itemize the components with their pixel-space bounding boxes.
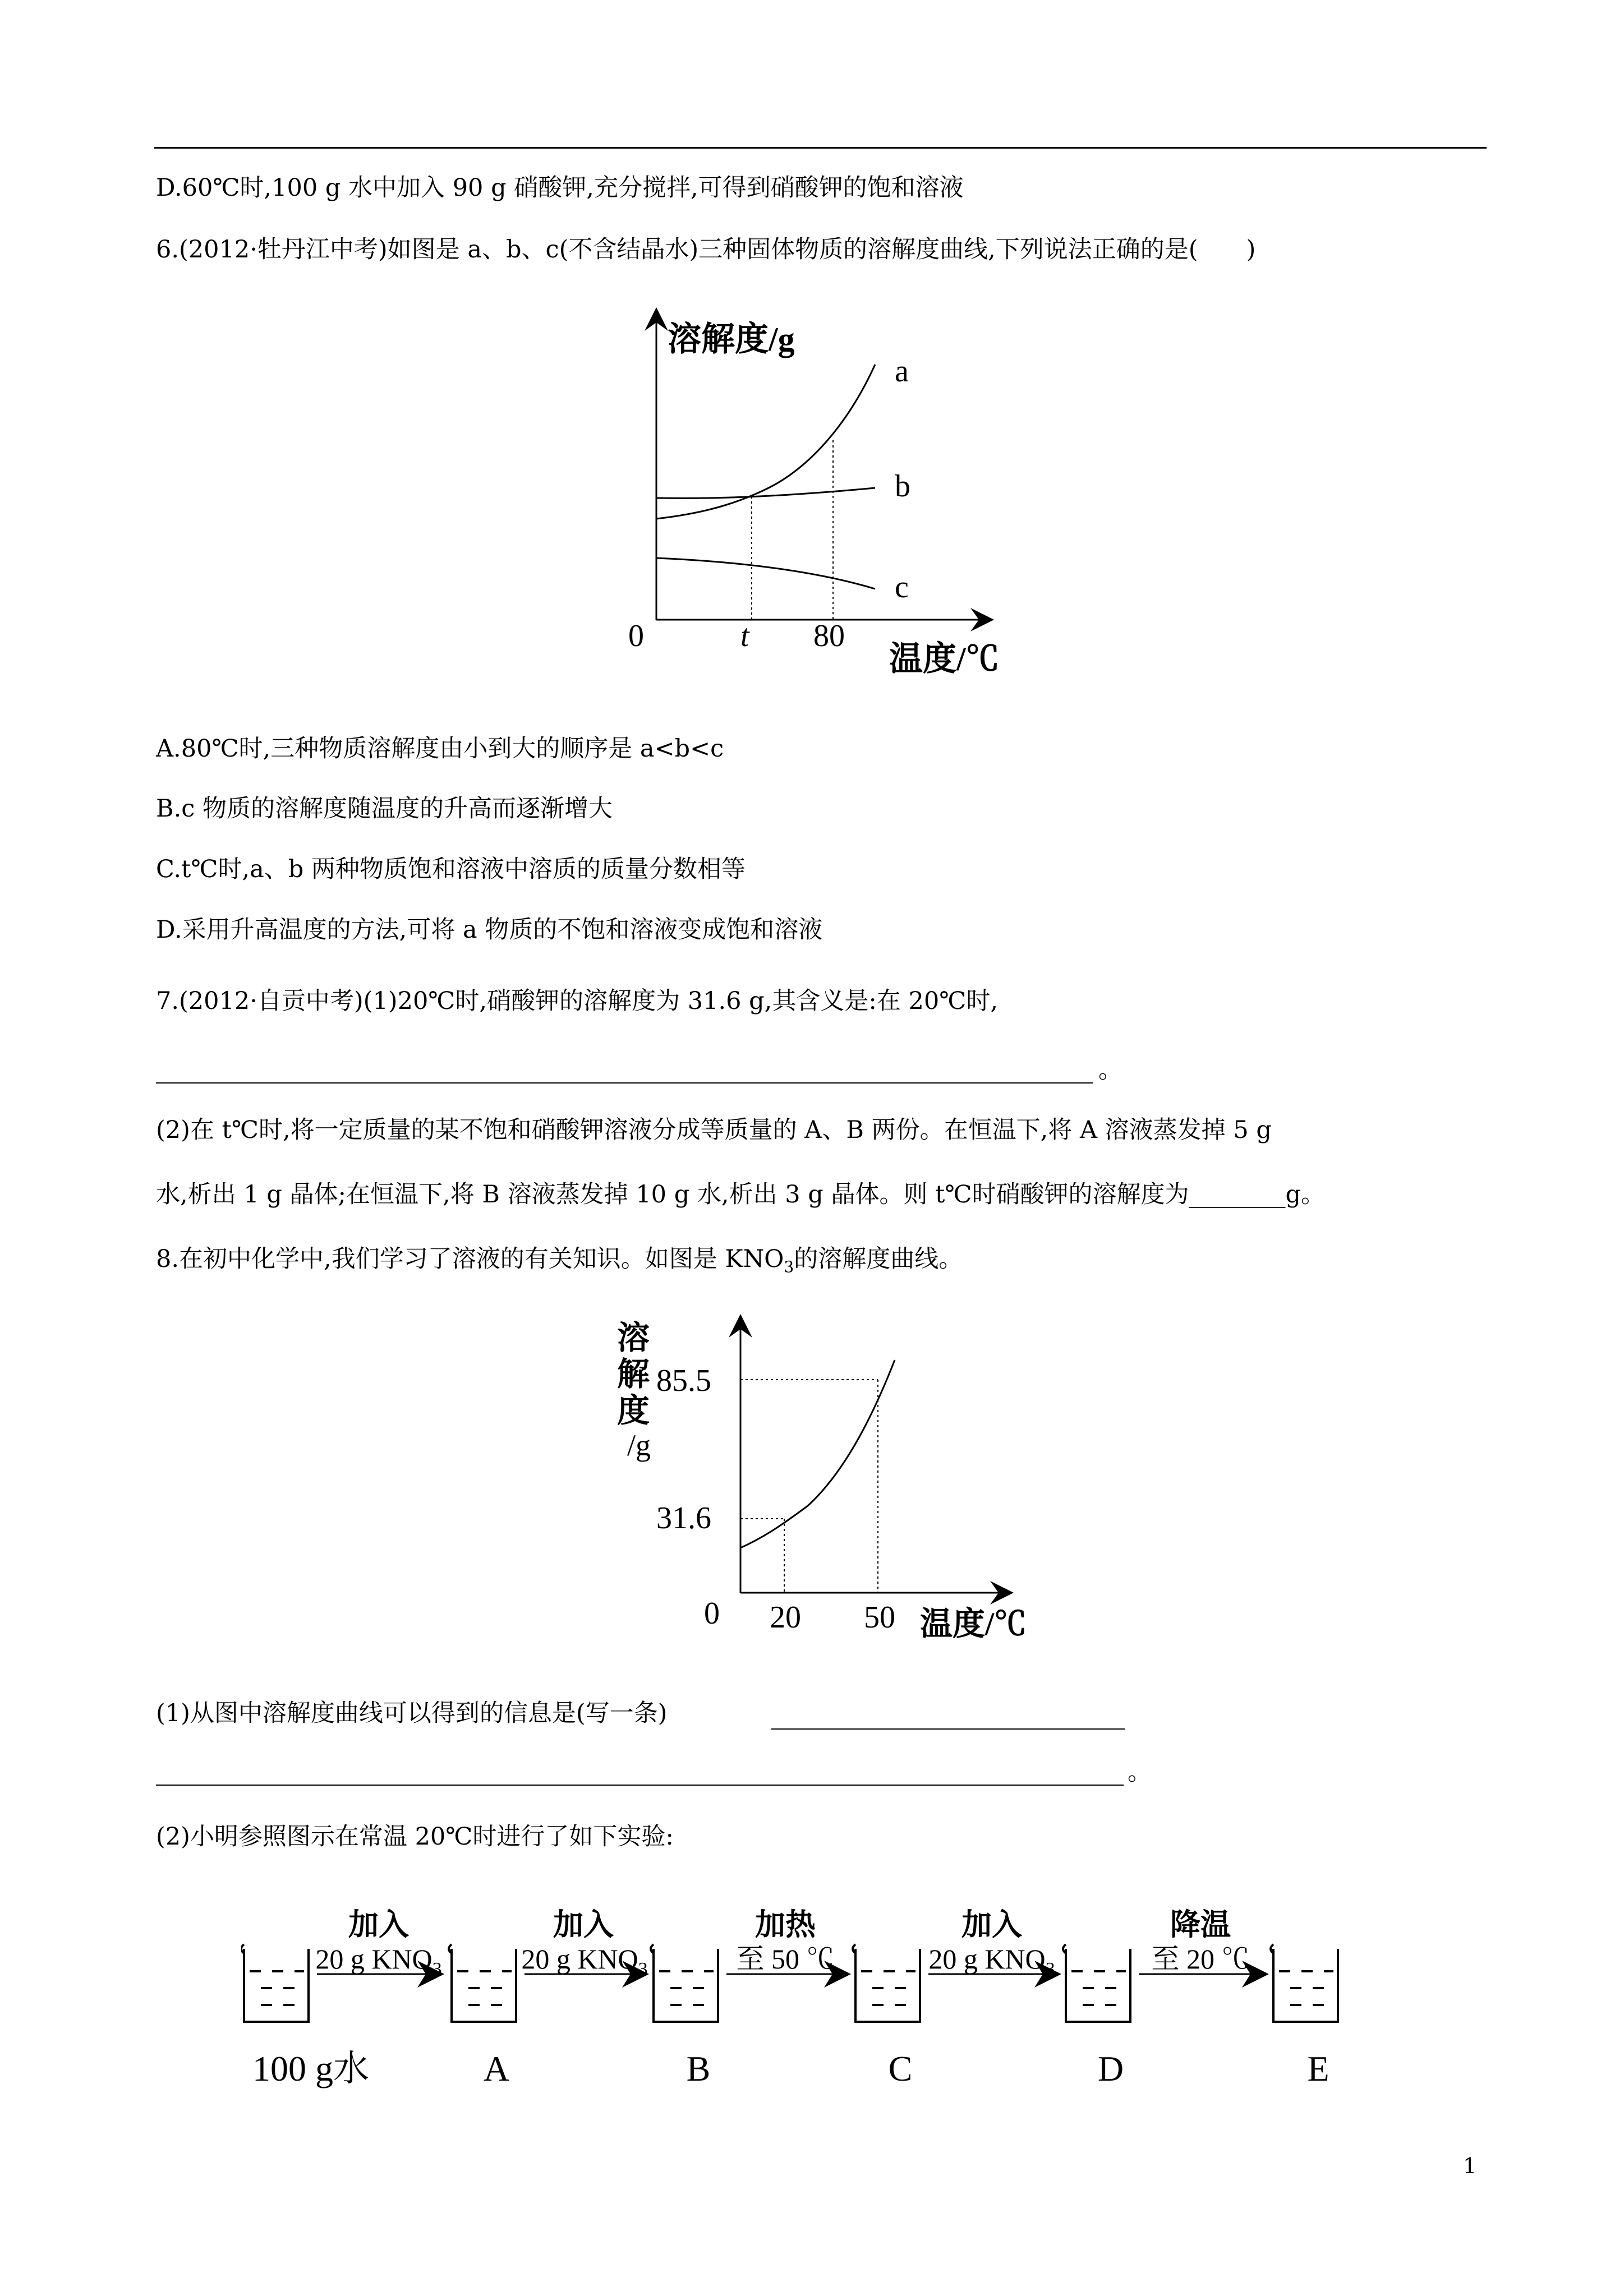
step-1-top: 加入 xyxy=(348,1908,409,1942)
y-label-char-2: 解 xyxy=(617,1356,650,1393)
beaker-label-water: 100 g水 xyxy=(252,2049,369,2088)
q6-stem: 6.(2012·牡丹江中考)如图是 a、b、c(不含结晶水)三种固体物质的溶解度曲线,下列说法正确的是( ) xyxy=(156,236,1256,264)
x-tick-t: t xyxy=(740,619,749,653)
q6-option-b: B.c 物质的溶解度随温度的升高而逐渐增大 xyxy=(156,795,613,823)
step-2-bottom-sub: 3 xyxy=(638,1959,648,1980)
q8-stem-sub: 3 xyxy=(784,1257,794,1276)
beaker-d xyxy=(1063,1944,1130,2022)
step-5-top: 降温 xyxy=(1170,1908,1231,1942)
q7-part2-line1: (2)在 t℃时,将一定质量的某不饱和硝酸钾溶液分成等质量的 A、B 两份。在恒温下,将 A 溶液蒸发掉 5 g xyxy=(156,1116,1272,1144)
kno3-solubility-chart xyxy=(572,1307,1077,1654)
y-label-char-1: 溶 xyxy=(617,1320,650,1356)
step-5-bottom xyxy=(1152,1943,1250,1975)
beaker-c xyxy=(853,1944,920,2022)
step-1-bottom xyxy=(315,1943,441,1980)
x-tick-0: 0 xyxy=(628,619,644,653)
step-3-bottom-main: 至 50 ℃ xyxy=(736,1943,835,1975)
beaker-label-a: A xyxy=(483,2049,510,2088)
label-c: c xyxy=(895,570,909,605)
q8-blank-period: 。 xyxy=(1128,1758,1152,1786)
y-label-char-3: 度 xyxy=(617,1393,650,1429)
step-3-top: 加热 xyxy=(755,1908,816,1942)
q7-answer-blank xyxy=(156,1082,1093,1084)
q8-answer-blank-2 xyxy=(156,1785,1124,1786)
x-axis-label: 温度/℃ xyxy=(889,640,1000,677)
x-tick-0: 0 xyxy=(704,1596,720,1631)
q6-option-a: A.80℃时,三种物质溶解度由小到大的顺序是 a<b<c xyxy=(156,735,724,763)
x-tick-20: 20 xyxy=(770,1600,801,1635)
label-b: b xyxy=(895,469,910,504)
experiment-flow-diagram xyxy=(241,1896,1419,2103)
x-tick-50: 50 xyxy=(864,1600,895,1635)
kno3-curve xyxy=(740,1360,895,1548)
page-number: 1 xyxy=(1463,2154,1477,2178)
q7-part1: 7.(2012·自贡中考)(1)20℃时,硝酸钾的溶解度为 31.6 g,其含义是:在 20℃时, xyxy=(156,987,998,1015)
q8-part1: (1)从图中溶解度曲线可以得到的信息是(写一条) xyxy=(156,1699,668,1727)
step-4-bottom-sub: 3 xyxy=(1045,1959,1055,1980)
q8-stem-pre: 8.在初中化学中,我们学习了溶液的有关知识。如图是 KNO xyxy=(156,1245,784,1273)
beaker-label-b: B xyxy=(686,2049,711,2088)
solubility-chart-abc xyxy=(606,303,1043,690)
beaker-water xyxy=(241,1944,309,2022)
x-axis-label: 温度/℃ xyxy=(920,1606,1027,1642)
step-2-top: 加入 xyxy=(553,1908,614,1942)
step-1-bottom-sub: 3 xyxy=(432,1959,442,1980)
y-tick-85-5: 85.5 xyxy=(656,1363,711,1398)
step-5-bottom-main: 至 20 ℃ xyxy=(1151,1943,1250,1975)
beaker-label-c: C xyxy=(888,2049,913,2088)
q7-part2-line2: 水,析出 1 g 晶体;在恒温下,将 B 溶液蒸发掉 10 g 水,析出 3 g 晶体。则 t℃时硝酸钾的溶解度为________g。 xyxy=(156,1181,1326,1209)
beaker-b xyxy=(651,1944,718,2022)
step-4-bottom-main: 20 g KNO xyxy=(928,1943,1046,1975)
label-a: a xyxy=(895,354,909,389)
step-2-bottom-main: 20 g KNO xyxy=(521,1943,638,1975)
option-d-previous: D.60℃时,100 g 水中加入 90 g 硝酸钾,充分搅拌,可得到硝酸钾的饱和溶液 xyxy=(156,174,964,202)
y-axis-label: 溶解度/g xyxy=(668,321,795,358)
beaker-a xyxy=(449,1944,516,2022)
beaker-e xyxy=(1271,1944,1338,2022)
step-1-bottom-main: 20 g KNO xyxy=(315,1943,433,1975)
step-4-bottom xyxy=(928,1943,1055,1980)
q8-answer-blank-1 xyxy=(771,1728,1125,1730)
y-tick-31-6: 31.6 xyxy=(656,1501,711,1536)
header-rule xyxy=(154,147,1487,149)
x-tick-80: 80 xyxy=(813,619,845,653)
y-label-unit: /g xyxy=(627,1428,651,1462)
q6-option-d: D.采用升高温度的方法,可将 a 物质的不饱和溶液变成饱和溶液 xyxy=(156,916,823,944)
step-3-bottom xyxy=(737,1943,835,1975)
q8-part2: (2)小明参照图示在常温 20℃时进行了如下实验: xyxy=(156,1823,674,1851)
curve-c xyxy=(656,558,875,589)
q7-blank-period: 。 xyxy=(1098,1056,1122,1084)
beaker-label-d: D xyxy=(1097,2049,1124,2088)
beaker-label-e: E xyxy=(1307,2049,1329,2088)
q8-stem xyxy=(156,1242,963,1284)
step-2-bottom xyxy=(521,1943,647,1980)
q6-option-c: C.t℃时,a、b 两种物质饱和溶液中溶质的质量分数相等 xyxy=(156,855,746,883)
q8-stem-post: 的溶解度曲线。 xyxy=(794,1245,963,1273)
step-4-top: 加入 xyxy=(961,1908,1022,1942)
